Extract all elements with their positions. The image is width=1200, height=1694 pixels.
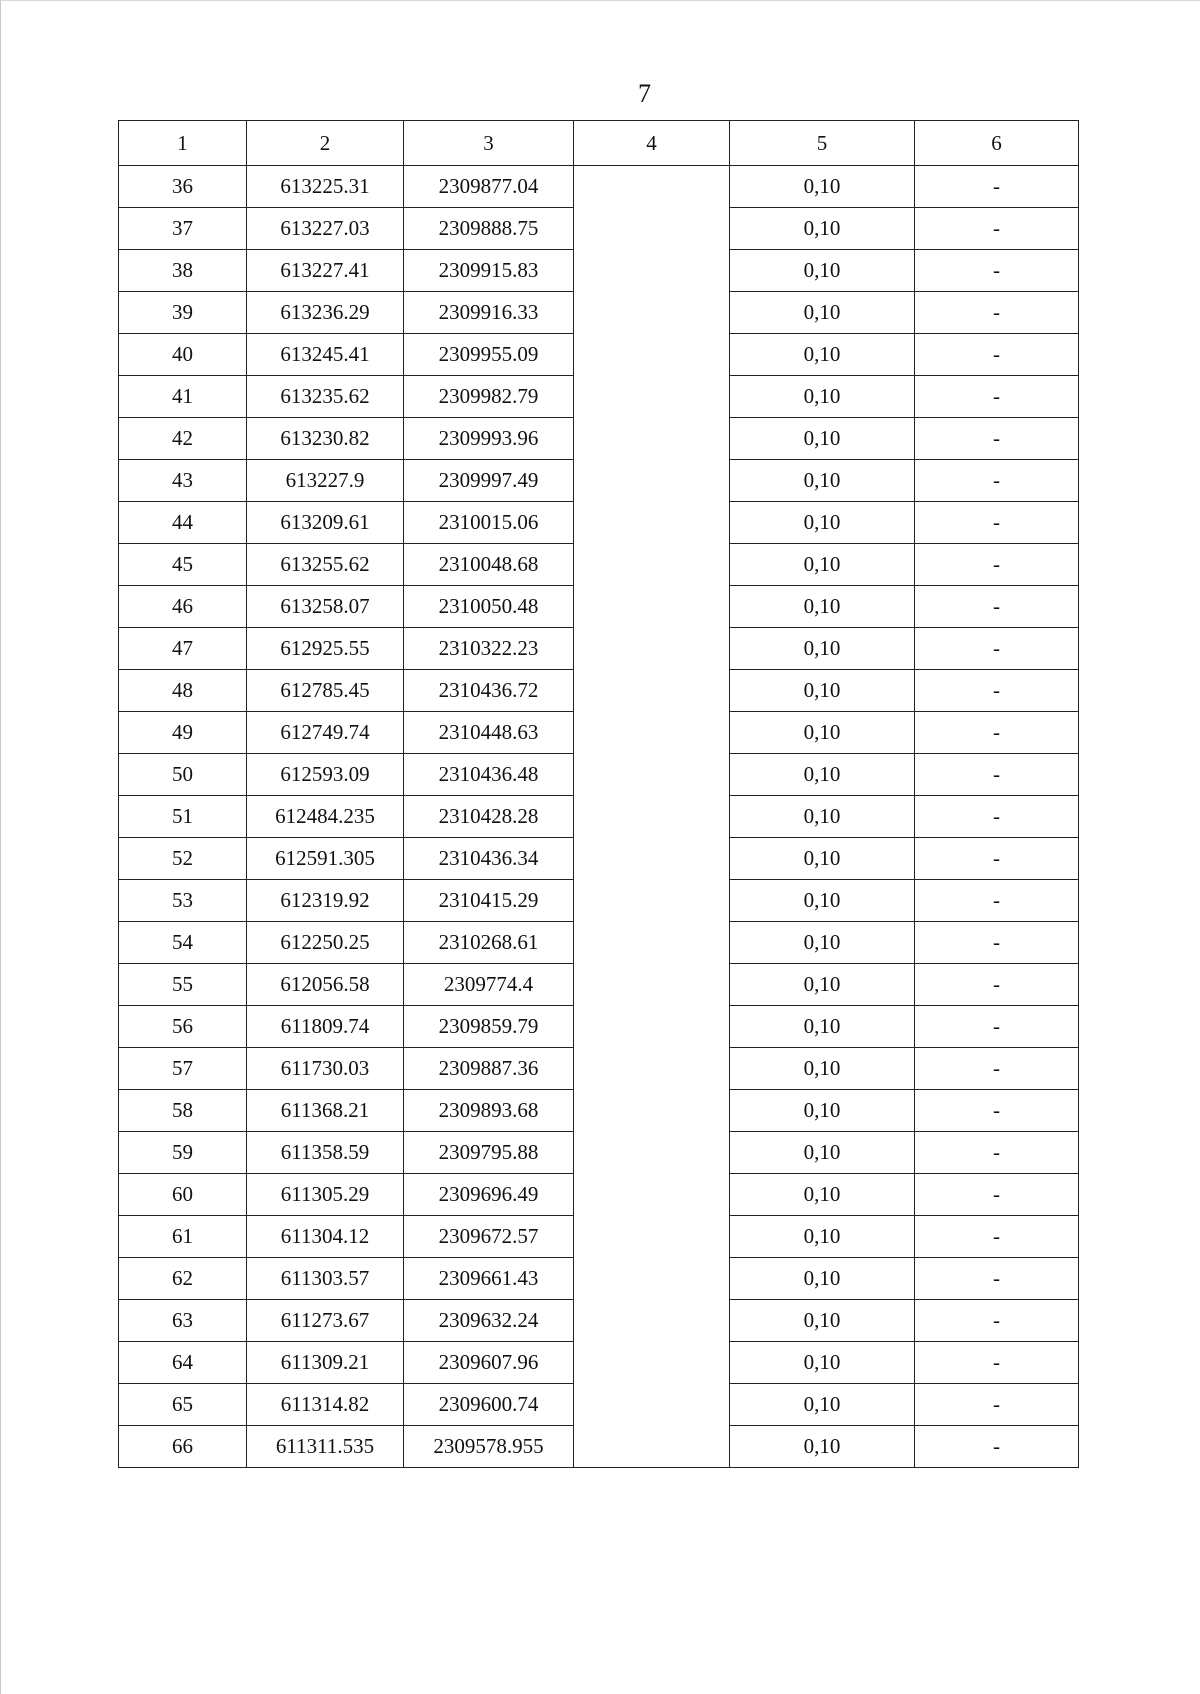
table-row: [119, 754, 1079, 796]
table-row: [119, 1006, 1079, 1048]
y-coordinate-cell: 2310415.29: [404, 880, 574, 922]
point-number-cell: 65: [119, 1384, 247, 1426]
table-row: [119, 208, 1079, 250]
x-coordinate-cell: 612056.58: [247, 964, 404, 1006]
y-coordinate-cell: 2310050.48: [404, 586, 574, 628]
dash-cell: -: [915, 1342, 1079, 1384]
table-row: [119, 1258, 1079, 1300]
x-coordinate-cell: 611358.59: [247, 1132, 404, 1174]
accuracy-cell: 0,10: [730, 1132, 915, 1174]
table-row: [119, 838, 1079, 880]
empty-cell: [574, 376, 730, 418]
table-row: [119, 1300, 1079, 1342]
point-number-cell: 39: [119, 292, 247, 334]
accuracy-cell: 0,10: [730, 1426, 915, 1468]
accuracy-cell: 0,10: [730, 1006, 915, 1048]
point-number-cell: 45: [119, 544, 247, 586]
table-row: [119, 166, 1079, 208]
dash-cell: -: [915, 1132, 1079, 1174]
x-coordinate-cell: 611314.82: [247, 1384, 404, 1426]
accuracy-cell: 0,10: [730, 964, 915, 1006]
x-coordinate-cell: 612749.74: [247, 712, 404, 754]
y-coordinate-cell: 2310436.48: [404, 754, 574, 796]
table-row: [119, 1426, 1079, 1468]
accuracy-cell: 0,10: [730, 460, 915, 502]
point-number-cell: 57: [119, 1048, 247, 1090]
empty-cell: [574, 628, 730, 670]
page-number: 7: [638, 79, 651, 108]
y-coordinate-cell: 2310268.61: [404, 922, 574, 964]
y-coordinate-cell: 2310015.06: [404, 502, 574, 544]
x-coordinate-cell: 611305.29: [247, 1174, 404, 1216]
x-coordinate-cell: 613235.62: [247, 376, 404, 418]
empty-cell: [574, 1174, 730, 1216]
x-coordinate-cell: 612925.55: [247, 628, 404, 670]
x-coordinate-cell: 613236.29: [247, 292, 404, 334]
x-coordinate-cell: 612250.25: [247, 922, 404, 964]
accuracy-cell: 0,10: [730, 1258, 915, 1300]
y-coordinate-cell: 2309696.49: [404, 1174, 574, 1216]
accuracy-cell: 0,10: [730, 418, 915, 460]
point-number-cell: 50: [119, 754, 247, 796]
dash-cell: -: [915, 1006, 1079, 1048]
empty-cell: [574, 754, 730, 796]
x-coordinate-cell: 612785.45: [247, 670, 404, 712]
accuracy-cell: 0,10: [730, 586, 915, 628]
x-coordinate-cell: 613255.62: [247, 544, 404, 586]
accuracy-cell: 0,10: [730, 880, 915, 922]
y-coordinate-cell: 2309661.43: [404, 1258, 574, 1300]
accuracy-cell: 0,10: [730, 1090, 915, 1132]
accuracy-cell: 0,10: [730, 796, 915, 838]
empty-cell: [574, 1048, 730, 1090]
y-coordinate-cell: 2310436.72: [404, 670, 574, 712]
point-number-cell: 53: [119, 880, 247, 922]
coordinates-table: [118, 120, 1079, 1468]
x-coordinate-cell: 611309.21: [247, 1342, 404, 1384]
y-coordinate-cell: 2309672.57: [404, 1216, 574, 1258]
point-number-cell: 49: [119, 712, 247, 754]
x-coordinate-cell: 612591.305: [247, 838, 404, 880]
x-coordinate-cell: 612593.09: [247, 754, 404, 796]
point-number-cell: 64: [119, 1342, 247, 1384]
point-number-cell: 51: [119, 796, 247, 838]
x-coordinate-cell: 613227.03: [247, 208, 404, 250]
table-row: [119, 334, 1079, 376]
accuracy-cell: 0,10: [730, 1216, 915, 1258]
header-cell-1: 1: [119, 121, 247, 166]
dash-cell: -: [915, 838, 1079, 880]
empty-cell: [574, 838, 730, 880]
dash-cell: -: [915, 628, 1079, 670]
accuracy-cell: 0,10: [730, 544, 915, 586]
table-row: [119, 586, 1079, 628]
x-coordinate-cell: 611311.535: [247, 1426, 404, 1468]
table-row: [119, 922, 1079, 964]
y-coordinate-cell: 2309916.33: [404, 292, 574, 334]
table-row: [119, 1090, 1079, 1132]
y-coordinate-cell: 2310048.68: [404, 544, 574, 586]
accuracy-cell: 0,10: [730, 1174, 915, 1216]
dash-cell: -: [915, 1048, 1079, 1090]
table-row: [119, 796, 1079, 838]
table-row: [119, 250, 1079, 292]
dash-cell: -: [915, 1426, 1079, 1468]
dash-cell: -: [915, 1300, 1079, 1342]
empty-cell: [574, 586, 730, 628]
accuracy-cell: 0,10: [730, 1342, 915, 1384]
x-coordinate-cell: 611368.21: [247, 1090, 404, 1132]
empty-cell: [574, 1426, 730, 1468]
dash-cell: -: [915, 586, 1079, 628]
point-number-cell: 54: [119, 922, 247, 964]
table-row: [119, 1342, 1079, 1384]
table-row: [119, 460, 1079, 502]
dash-cell: -: [915, 544, 1079, 586]
empty-cell: [574, 670, 730, 712]
dash-cell: -: [915, 1384, 1079, 1426]
accuracy-cell: 0,10: [730, 166, 915, 208]
y-coordinate-cell: 2309915.83: [404, 250, 574, 292]
x-coordinate-cell: 613227.41: [247, 250, 404, 292]
dash-cell: -: [915, 166, 1079, 208]
y-coordinate-cell: 2309607.96: [404, 1342, 574, 1384]
y-coordinate-cell: 2309632.24: [404, 1300, 574, 1342]
y-coordinate-cell: 2309600.74: [404, 1384, 574, 1426]
point-number-cell: 59: [119, 1132, 247, 1174]
point-number-cell: 61: [119, 1216, 247, 1258]
x-coordinate-cell: 612319.92: [247, 880, 404, 922]
y-coordinate-cell: 2309774.4: [404, 964, 574, 1006]
y-coordinate-cell: 2309997.49: [404, 460, 574, 502]
point-number-cell: 63: [119, 1300, 247, 1342]
point-number-cell: 40: [119, 334, 247, 376]
x-coordinate-cell: 613225.31: [247, 166, 404, 208]
x-coordinate-cell: 611304.12: [247, 1216, 404, 1258]
dash-cell: -: [915, 292, 1079, 334]
dash-cell: -: [915, 376, 1079, 418]
table-row: [119, 628, 1079, 670]
y-coordinate-cell: 2309888.75: [404, 208, 574, 250]
y-coordinate-cell: 2310322.23: [404, 628, 574, 670]
dash-cell: -: [915, 880, 1079, 922]
table-row: [119, 292, 1079, 334]
empty-cell: [574, 334, 730, 376]
empty-cell: [574, 418, 730, 460]
dash-cell: -: [915, 1216, 1079, 1258]
point-number-cell: 38: [119, 250, 247, 292]
table-row: [119, 712, 1079, 754]
accuracy-cell: 0,10: [730, 250, 915, 292]
y-coordinate-cell: 2310428.28: [404, 796, 574, 838]
y-coordinate-cell: 2309877.04: [404, 166, 574, 208]
dash-cell: -: [915, 250, 1079, 292]
table-row: [119, 1048, 1079, 1090]
empty-cell: [574, 1006, 730, 1048]
header-cell-4: 4: [574, 121, 730, 166]
empty-cell: [574, 964, 730, 1006]
table-row: [119, 1132, 1079, 1174]
empty-cell: [574, 502, 730, 544]
dash-cell: -: [915, 796, 1079, 838]
table-header-row: [119, 121, 1079, 166]
point-number-cell: 47: [119, 628, 247, 670]
x-coordinate-cell: 611273.67: [247, 1300, 404, 1342]
x-coordinate-cell: 613209.61: [247, 502, 404, 544]
x-coordinate-cell: 613258.07: [247, 586, 404, 628]
point-number-cell: 36: [119, 166, 247, 208]
accuracy-cell: 0,10: [730, 712, 915, 754]
point-number-cell: 46: [119, 586, 247, 628]
x-coordinate-cell: 613245.41: [247, 334, 404, 376]
empty-cell: [574, 1300, 730, 1342]
empty-cell: [574, 922, 730, 964]
point-number-cell: 41: [119, 376, 247, 418]
dash-cell: -: [915, 1174, 1079, 1216]
accuracy-cell: 0,10: [730, 922, 915, 964]
accuracy-cell: 0,10: [730, 1384, 915, 1426]
header-cell-5: 5: [730, 121, 915, 166]
accuracy-cell: 0,10: [730, 838, 915, 880]
point-number-cell: 56: [119, 1006, 247, 1048]
table-body: [119, 166, 1079, 1468]
point-number-cell: 44: [119, 502, 247, 544]
table-row: [119, 376, 1079, 418]
x-coordinate-cell: 612484.235: [247, 796, 404, 838]
x-coordinate-cell: 613227.9: [247, 460, 404, 502]
dash-cell: -: [915, 460, 1079, 502]
y-coordinate-cell: 2309795.88: [404, 1132, 574, 1174]
x-coordinate-cell: 611303.57: [247, 1258, 404, 1300]
accuracy-cell: 0,10: [730, 502, 915, 544]
empty-cell: [574, 250, 730, 292]
dash-cell: -: [915, 208, 1079, 250]
dash-cell: -: [915, 1258, 1079, 1300]
accuracy-cell: 0,10: [730, 208, 915, 250]
empty-cell: [574, 208, 730, 250]
table-row: [119, 670, 1079, 712]
point-number-cell: 52: [119, 838, 247, 880]
y-coordinate-cell: 2309893.68: [404, 1090, 574, 1132]
header-cell-2: 2: [247, 121, 404, 166]
y-coordinate-cell: 2310436.34: [404, 838, 574, 880]
table-row: [119, 880, 1079, 922]
point-number-cell: 55: [119, 964, 247, 1006]
dash-cell: -: [915, 418, 1079, 460]
point-number-cell: 58: [119, 1090, 247, 1132]
dash-cell: -: [915, 334, 1079, 376]
point-number-cell: 60: [119, 1174, 247, 1216]
empty-cell: [574, 166, 730, 208]
dash-cell: -: [915, 754, 1079, 796]
table-row: [119, 544, 1079, 586]
dash-cell: -: [915, 670, 1079, 712]
accuracy-cell: 0,10: [730, 334, 915, 376]
header-cell-3: 3: [404, 121, 574, 166]
table-row: [119, 1174, 1079, 1216]
empty-cell: [574, 1132, 730, 1174]
x-coordinate-cell: 611809.74: [247, 1006, 404, 1048]
empty-cell: [574, 880, 730, 922]
empty-cell: [574, 796, 730, 838]
y-coordinate-cell: 2309578.955: [404, 1426, 574, 1468]
accuracy-cell: 0,10: [730, 1048, 915, 1090]
accuracy-cell: 0,10: [730, 1300, 915, 1342]
dash-cell: -: [915, 712, 1079, 754]
table-row: [119, 502, 1079, 544]
point-number-cell: 42: [119, 418, 247, 460]
dash-cell: -: [915, 922, 1079, 964]
table-row: [119, 418, 1079, 460]
point-number-cell: 43: [119, 460, 247, 502]
table-row: [119, 1216, 1079, 1258]
y-coordinate-cell: 2309887.36: [404, 1048, 574, 1090]
dash-cell: -: [915, 964, 1079, 1006]
table-row: [119, 1384, 1079, 1426]
empty-cell: [574, 544, 730, 586]
accuracy-cell: 0,10: [730, 292, 915, 334]
dash-cell: -: [915, 1090, 1079, 1132]
empty-cell: [574, 292, 730, 334]
header-cell-6: 6: [915, 121, 1079, 166]
y-coordinate-cell: 2310448.63: [404, 712, 574, 754]
empty-cell: [574, 1258, 730, 1300]
empty-cell: [574, 1342, 730, 1384]
accuracy-cell: 0,10: [730, 628, 915, 670]
point-number-cell: 48: [119, 670, 247, 712]
y-coordinate-cell: 2309982.79: [404, 376, 574, 418]
empty-cell: [574, 712, 730, 754]
x-coordinate-cell: 613230.82: [247, 418, 404, 460]
x-coordinate-cell: 611730.03: [247, 1048, 404, 1090]
empty-cell: [574, 1384, 730, 1426]
empty-cell: [574, 460, 730, 502]
dash-cell: -: [915, 502, 1079, 544]
y-coordinate-cell: 2309993.96: [404, 418, 574, 460]
empty-cell: [574, 1216, 730, 1258]
table-row: [119, 964, 1079, 1006]
y-coordinate-cell: 2309859.79: [404, 1006, 574, 1048]
point-number-cell: 62: [119, 1258, 247, 1300]
point-number-cell: 37: [119, 208, 247, 250]
accuracy-cell: 0,10: [730, 670, 915, 712]
empty-cell: [574, 1090, 730, 1132]
y-coordinate-cell: 2309955.09: [404, 334, 574, 376]
accuracy-cell: 0,10: [730, 754, 915, 796]
accuracy-cell: 0,10: [730, 376, 915, 418]
point-number-cell: 66: [119, 1426, 247, 1468]
